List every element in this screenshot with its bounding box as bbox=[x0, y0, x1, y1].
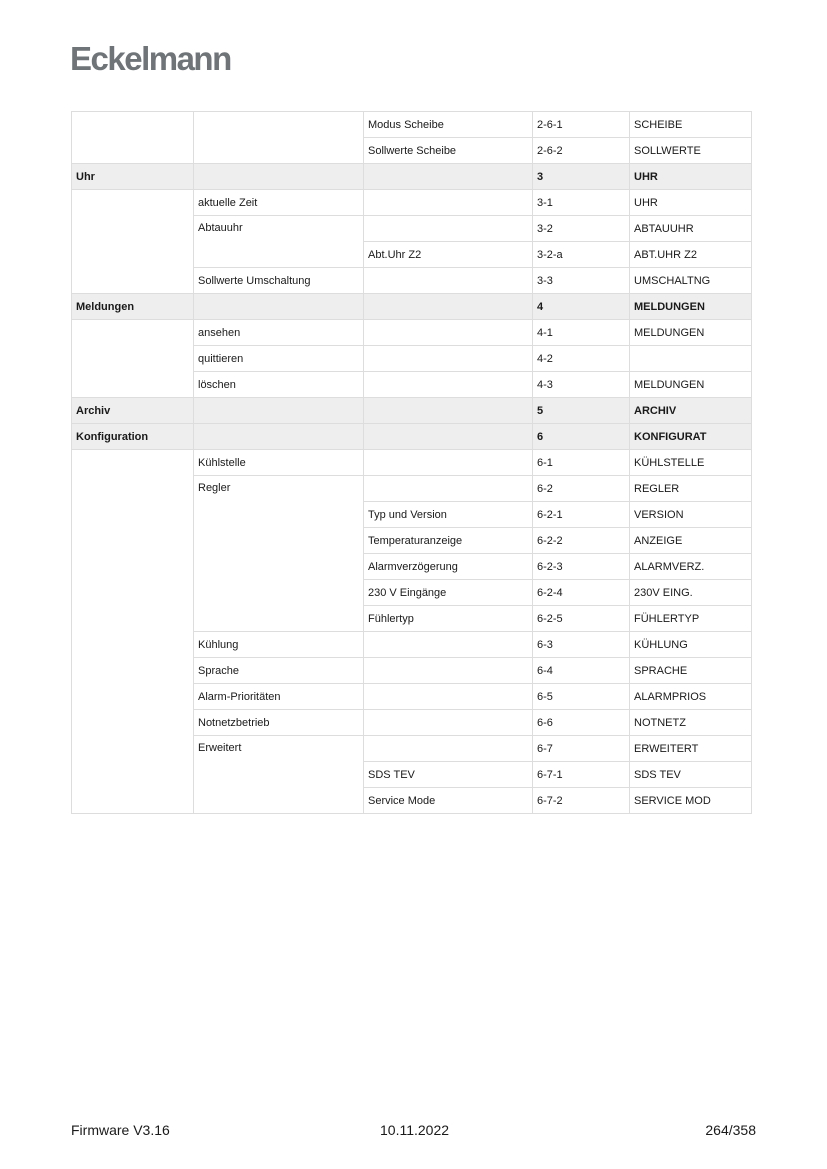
level3-cell bbox=[364, 684, 533, 710]
level3-cell: Fühlertyp bbox=[364, 606, 533, 632]
menu-number-cell: 6-2 bbox=[533, 476, 630, 502]
footer-page-number: 264/358 bbox=[705, 1122, 756, 1138]
menu-number-cell: 3-2-a bbox=[533, 242, 630, 268]
menu-number-cell: 6-2-3 bbox=[533, 554, 630, 580]
menu-number-cell: 3 bbox=[533, 164, 630, 190]
level3-cell: SDS TEV bbox=[364, 762, 533, 788]
display-text-cell: ALARMVERZ. bbox=[630, 554, 752, 580]
level3-cell bbox=[364, 216, 533, 242]
menu-number-cell: 6-7 bbox=[533, 736, 630, 762]
level2-cell: Erweitert bbox=[194, 736, 364, 814]
table-row bbox=[72, 320, 752, 346]
display-text-cell: ALARMPRIOS bbox=[630, 684, 752, 710]
display-text-cell: MELDUNGEN bbox=[630, 294, 752, 320]
level1-cell: Uhr bbox=[72, 164, 194, 190]
level2-cell bbox=[194, 424, 364, 450]
display-text-cell: VERSION bbox=[630, 502, 752, 528]
level1-cell: Archiv bbox=[72, 398, 194, 424]
level1-cell bbox=[72, 320, 194, 398]
menu-number-cell: 6-3 bbox=[533, 632, 630, 658]
level3-cell bbox=[364, 268, 533, 294]
menu-number-cell: 3-2 bbox=[533, 216, 630, 242]
level2-cell: Kühlung bbox=[194, 632, 364, 658]
display-text-cell: ABT.UHR Z2 bbox=[630, 242, 752, 268]
level1-cell: Konfiguration bbox=[72, 424, 194, 450]
level3-cell: Temperaturanzeige bbox=[364, 528, 533, 554]
display-text-cell: ANZEIGE bbox=[630, 528, 752, 554]
level2-cell: löschen bbox=[194, 372, 364, 398]
level3-cell bbox=[364, 658, 533, 684]
level3-cell bbox=[364, 632, 533, 658]
display-text-cell: ABTAUUHR bbox=[630, 216, 752, 242]
level2-cell bbox=[194, 398, 364, 424]
level2-cell: Kühlstelle bbox=[194, 450, 364, 476]
level3-cell bbox=[364, 450, 533, 476]
display-text-cell: MELDUNGEN bbox=[630, 320, 752, 346]
display-text-cell: 230V EING. bbox=[630, 580, 752, 606]
display-text-cell bbox=[630, 346, 752, 372]
footer-firmware-version: Firmware V3.16 bbox=[71, 1122, 170, 1138]
level3-cell bbox=[364, 164, 533, 190]
display-text-cell: NOTNETZ bbox=[630, 710, 752, 736]
level3-cell bbox=[364, 710, 533, 736]
level3-cell: Modus Scheibe bbox=[364, 112, 533, 138]
menu-number-cell: 6-1 bbox=[533, 450, 630, 476]
level3-cell bbox=[364, 476, 533, 502]
level1-cell bbox=[72, 190, 194, 294]
level2-cell bbox=[194, 112, 364, 164]
menu-number-cell: 6 bbox=[533, 424, 630, 450]
display-text-cell: ERWEITERT bbox=[630, 736, 752, 762]
menu-number-cell: 5 bbox=[533, 398, 630, 424]
display-text-cell: SOLLWERTE bbox=[630, 138, 752, 164]
level3-cell bbox=[364, 346, 533, 372]
table-row bbox=[72, 450, 752, 476]
level2-cell: Sprache bbox=[194, 658, 364, 684]
level3-cell bbox=[364, 190, 533, 216]
display-text-cell: MELDUNGEN bbox=[630, 372, 752, 398]
menu-number-cell: 6-4 bbox=[533, 658, 630, 684]
section-row-uhr bbox=[72, 164, 752, 190]
menu-number-cell: 4-2 bbox=[533, 346, 630, 372]
section-row-meldungen bbox=[72, 294, 752, 320]
level3-cell bbox=[364, 320, 533, 346]
level2-cell: Alarm-Prioritäten bbox=[194, 684, 364, 710]
display-text-cell: REGLER bbox=[630, 476, 752, 502]
level1-cell: Meldungen bbox=[72, 294, 194, 320]
menu-number-cell: 6-6 bbox=[533, 710, 630, 736]
display-text-cell: KÜHLUNG bbox=[630, 632, 752, 658]
level3-cell bbox=[364, 736, 533, 762]
display-text-cell: KONFIGURAT bbox=[630, 424, 752, 450]
section-row-konfiguration bbox=[72, 424, 752, 450]
level2-cell: quittieren bbox=[194, 346, 364, 372]
level3-cell: Service Mode bbox=[364, 788, 533, 814]
menu-number-cell: 6-5 bbox=[533, 684, 630, 710]
display-text-cell: ARCHIV bbox=[630, 398, 752, 424]
company-logo: Eckelmann bbox=[70, 40, 231, 77]
menu-number-cell: 3-3 bbox=[533, 268, 630, 294]
display-text-cell: UMSCHALTNG bbox=[630, 268, 752, 294]
display-text-cell: SPRACHE bbox=[630, 658, 752, 684]
level3-cell bbox=[364, 424, 533, 450]
level3-cell: Sollwerte Scheibe bbox=[364, 138, 533, 164]
level2-cell: ansehen bbox=[194, 320, 364, 346]
menu-number-cell: 6-2-4 bbox=[533, 580, 630, 606]
menu-number-cell: 6-7-1 bbox=[533, 762, 630, 788]
display-text-cell: FÜHLERTYP bbox=[630, 606, 752, 632]
level2-cell: Sollwerte Umschaltung bbox=[194, 268, 364, 294]
menu-number-cell: 4-1 bbox=[533, 320, 630, 346]
display-text-cell: UHR bbox=[630, 190, 752, 216]
level3-cell bbox=[364, 398, 533, 424]
display-text-cell: KÜHLSTELLE bbox=[630, 450, 752, 476]
level2-cell: Notnetzbetrieb bbox=[194, 710, 364, 736]
level3-cell: 230 V Eingänge bbox=[364, 580, 533, 606]
display-text-cell: SDS TEV bbox=[630, 762, 752, 788]
display-text-cell: SERVICE MOD bbox=[630, 788, 752, 814]
display-text-cell: SCHEIBE bbox=[630, 112, 752, 138]
menu-number-cell: 6-2-5 bbox=[533, 606, 630, 632]
level2-cell: Abtauuhr bbox=[194, 216, 364, 268]
level3-cell: Alarmverzögerung bbox=[364, 554, 533, 580]
menu-number-cell: 4-3 bbox=[533, 372, 630, 398]
level1-cell bbox=[72, 450, 194, 814]
menu-number-cell: 2-6-2 bbox=[533, 138, 630, 164]
menu-number-cell: 6-7-2 bbox=[533, 788, 630, 814]
level3-cell: Typ und Version bbox=[364, 502, 533, 528]
level3-cell bbox=[364, 294, 533, 320]
menu-number-cell: 4 bbox=[533, 294, 630, 320]
menu-number-cell: 3-1 bbox=[533, 190, 630, 216]
table-row bbox=[72, 190, 752, 216]
display-text-cell: UHR bbox=[630, 164, 752, 190]
level2-cell bbox=[194, 294, 364, 320]
level1-cell bbox=[72, 112, 194, 164]
footer-date: 10.11.2022 bbox=[380, 1122, 450, 1138]
level3-cell: Abt.Uhr Z2 bbox=[364, 242, 533, 268]
menu-number-cell: 6-2-2 bbox=[533, 528, 630, 554]
level2-cell bbox=[194, 164, 364, 190]
level2-cell: aktuelle Zeit bbox=[194, 190, 364, 216]
menu-number-cell: 2-6-1 bbox=[533, 112, 630, 138]
table-row bbox=[72, 112, 752, 138]
level2-cell: Regler bbox=[194, 476, 364, 632]
menu-number-cell: 6-2-1 bbox=[533, 502, 630, 528]
level3-cell bbox=[364, 372, 533, 398]
menu-structure-table bbox=[71, 111, 752, 814]
section-row-archiv bbox=[72, 398, 752, 424]
